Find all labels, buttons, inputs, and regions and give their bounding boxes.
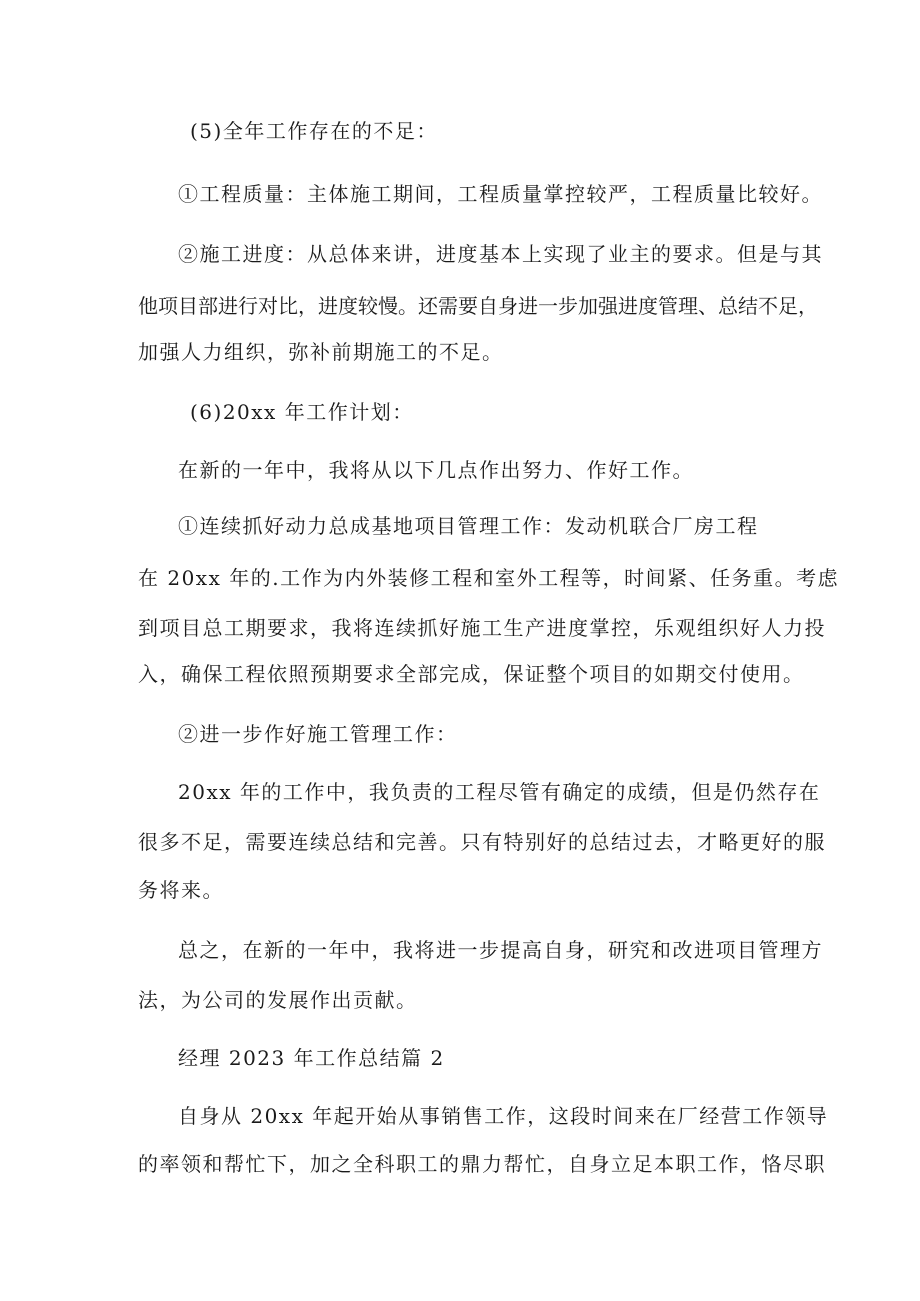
paragraph-line: ①工程质量：主体施工期间，工程质量掌控较严，工程质量比较好。 bbox=[178, 182, 823, 206]
paragraph-line: 他项目部进行对比，进度较慢。还需要自身进一步加强进度管理、总结不足， bbox=[138, 294, 818, 318]
paragraph-line: 20xx 年的工作中，我负责的工程尽管有确定的成绩，但是仍然存在 bbox=[178, 780, 821, 804]
paragraph-line: 很多不足，需要连续总结和完善。只有特别好的总结过去，才略更好的服 bbox=[138, 830, 826, 854]
paragraph-line: ①连续抓好动力总成基地项目管理工作：发动机联合厂房工程 bbox=[178, 514, 759, 538]
paragraph-line: ②施工进度：从总体来讲，进度基本上实现了业主的要求。但是与其 bbox=[178, 242, 823, 266]
paragraph-line: ②进一步作好施工管理工作： bbox=[178, 722, 458, 746]
paragraph-line: 在新的一年中，我将从以下几点作出努力、作好工作。 bbox=[178, 458, 694, 482]
section-title: 经理 2023 年工作总结篇 2 bbox=[178, 1046, 445, 1070]
paragraph-line: 务将来。 bbox=[138, 878, 224, 902]
paragraph-line: 入，确保工程依照预期要求全部完成，保证整个项目的如期交付使用。 bbox=[138, 662, 805, 686]
section-5-heading: (5)全年工作存在的不足： bbox=[190, 119, 438, 143]
paragraph-line: 加强人力组织，弥补前期施工的不足。 bbox=[138, 340, 504, 364]
paragraph-line: 到项目总工期要求，我将连续抓好施工生产进度掌控，乐观组织好人力投 bbox=[138, 616, 826, 640]
paragraph-line: 自身从 20xx 年起开始从事销售工作，这段时间来在厂经营工作领导 bbox=[178, 1104, 829, 1128]
paragraph-line: 在 20xx 年的.工作为内外装修工程和室外工程等，时间紧、任务重。考虑 bbox=[138, 566, 840, 590]
section-6-heading: (6)20xx 年工作计划： bbox=[190, 400, 414, 424]
paragraph-line: 的率领和帮忙下，加之全科职工的鼎力帮忙，自身立足本职工作，恪尽职 bbox=[138, 1152, 826, 1176]
paragraph-line: 法，为公司的发展作出贡献。 bbox=[138, 988, 418, 1012]
paragraph-line: 总之，在新的一年中，我将进一步提高自身，研究和改进项目管理方 bbox=[178, 938, 823, 962]
